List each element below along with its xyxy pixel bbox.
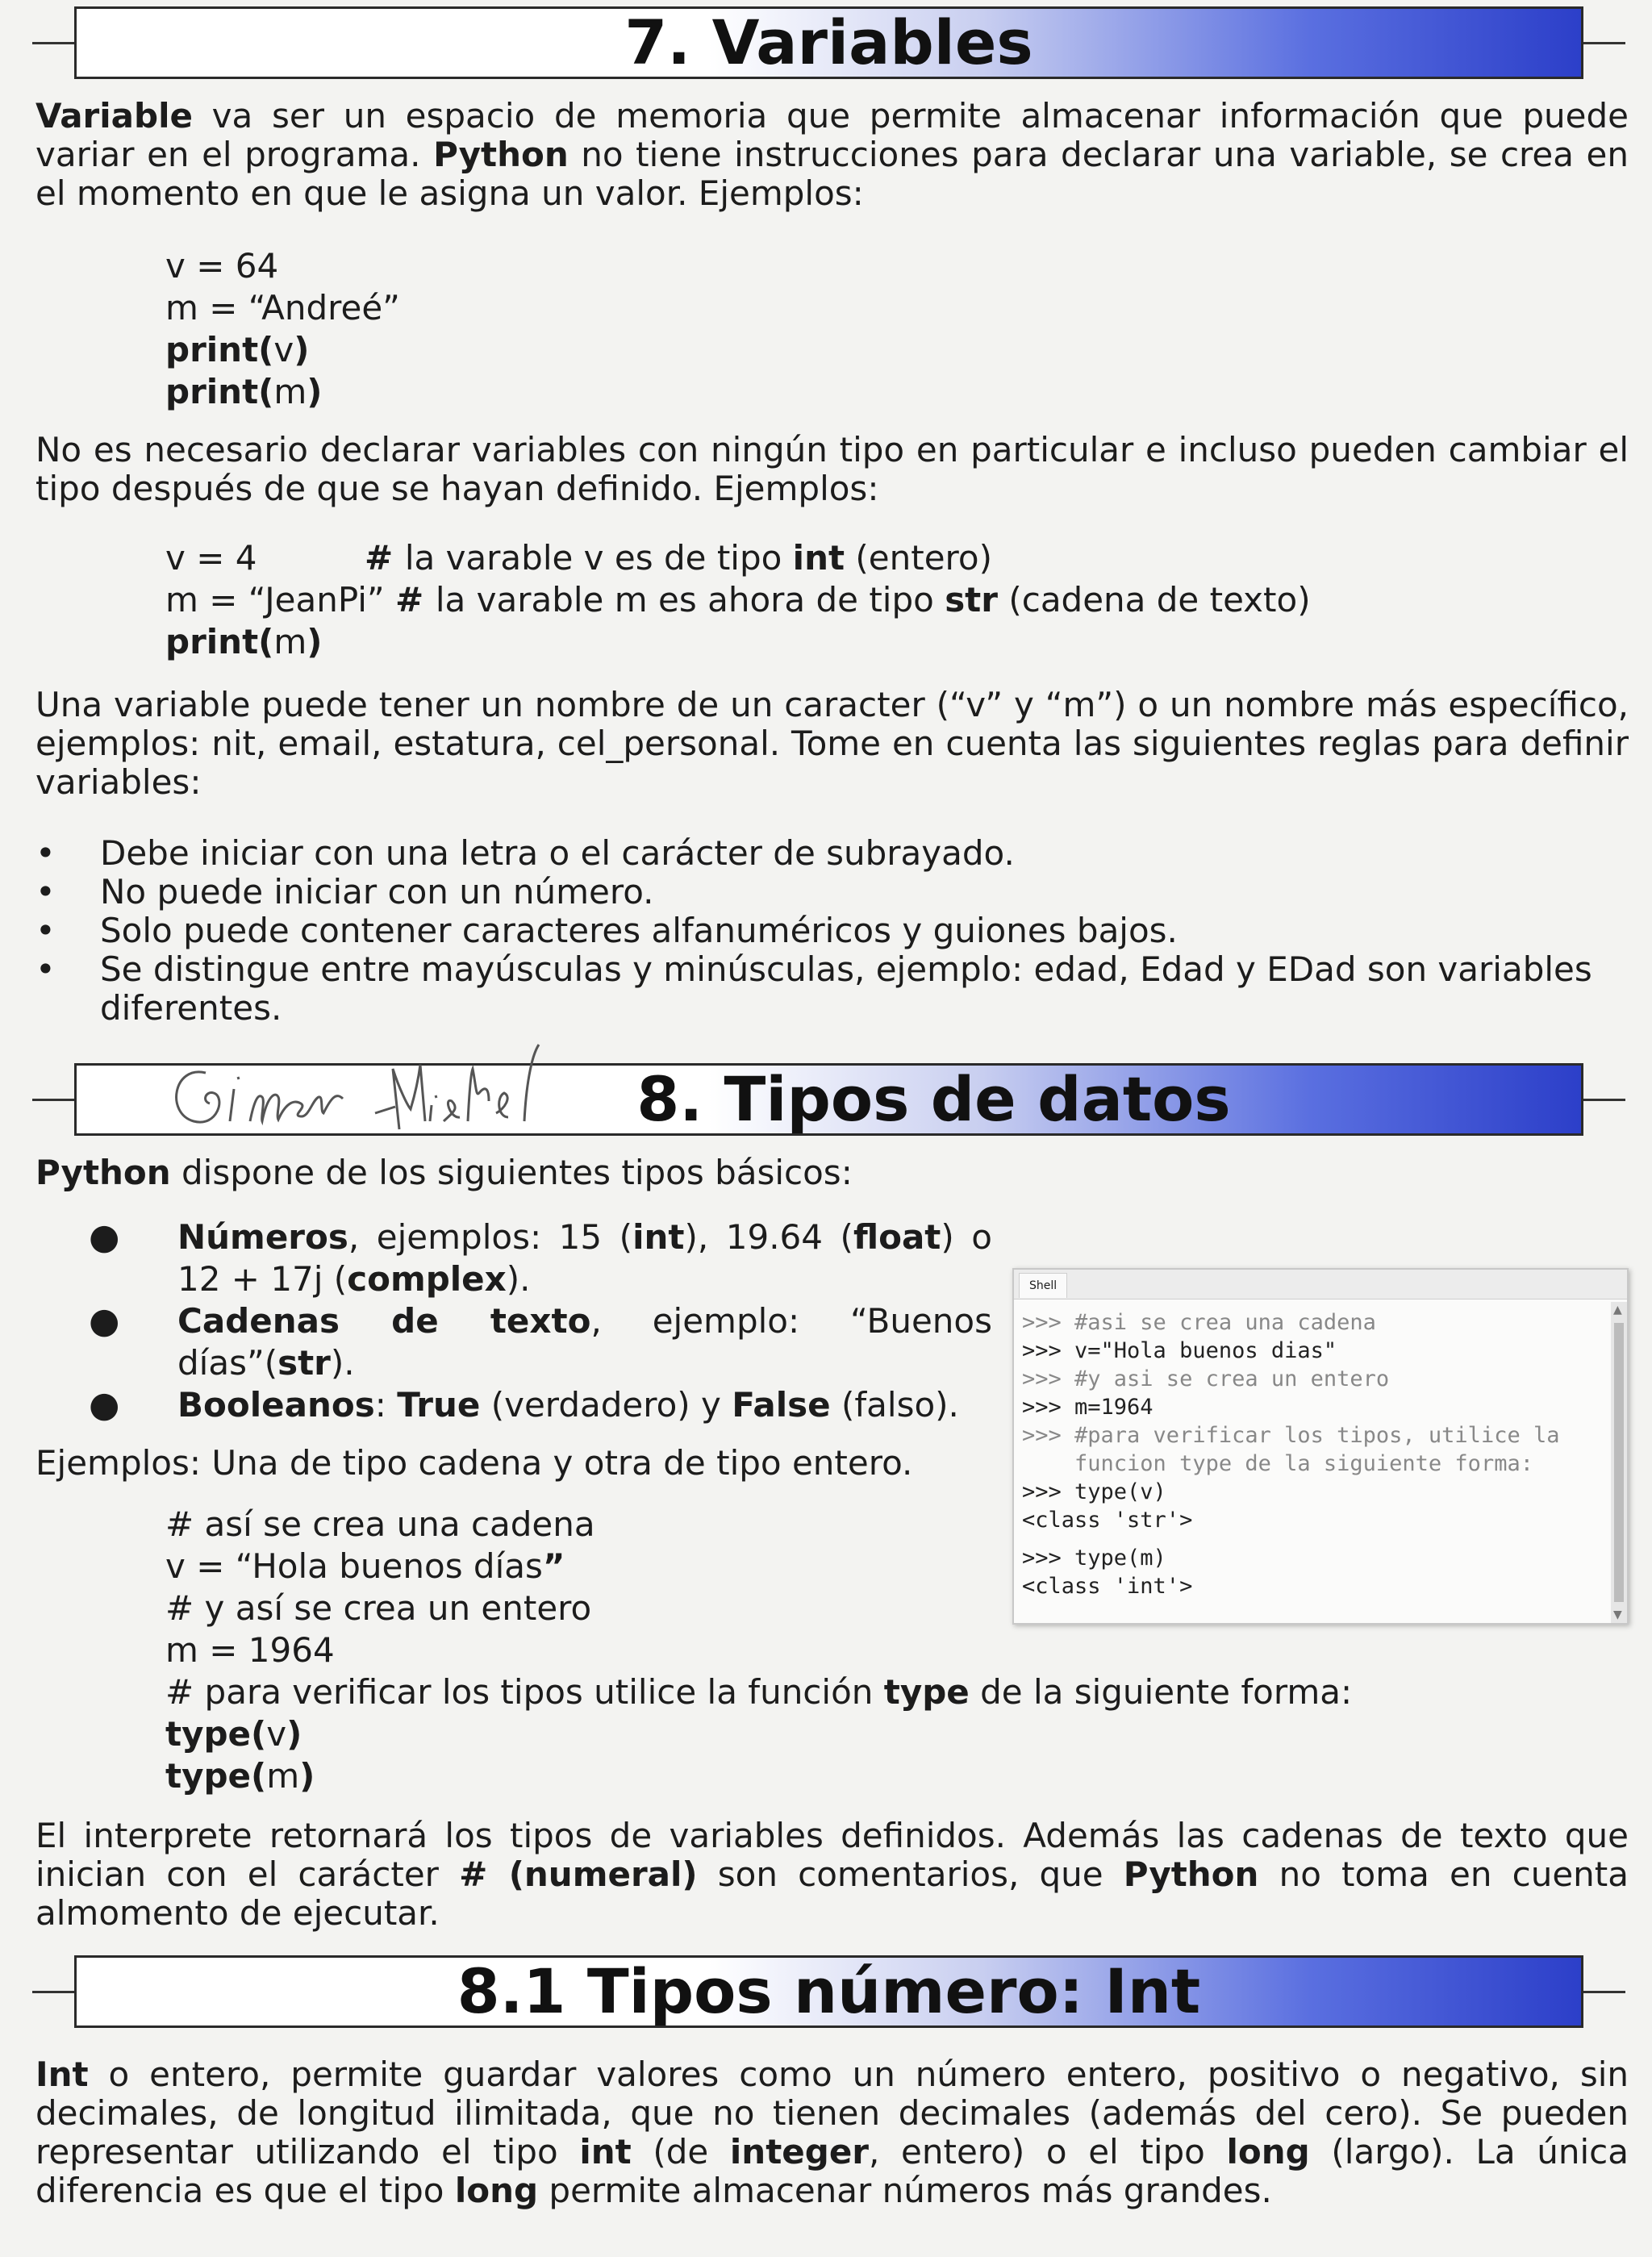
- bullet-icon: •: [35, 949, 56, 989]
- text-run: No es necesario declarar variables con ningún tipo en particular e incluso pueden cambiar el tipo después de que se hayan definido. Ejemplos:: [35, 430, 1629, 508]
- code-block: [165, 537, 1311, 663]
- code-block: [165, 245, 400, 413]
- section-7-header: [32, 6, 1625, 79]
- bullet-icon: •: [35, 833, 56, 873]
- shell-tab[interactable]: Shell: [1019, 1273, 1067, 1298]
- text-run: v: [266, 1714, 287, 1754]
- shell-line: <class 'int'>: [1022, 1574, 1193, 1599]
- text-run: str: [277, 1343, 331, 1383]
- text-run: str: [945, 580, 998, 620]
- text-run: ): [299, 1756, 315, 1796]
- code-line: [165, 1629, 1352, 1671]
- list-item-text: No puede iniciar con un número.: [100, 872, 654, 912]
- types-list: [89, 1216, 992, 1426]
- shell-line: funcion type de la siguiente forma:: [1022, 1451, 1533, 1476]
- shell-spacer: [1022, 1534, 1601, 1544]
- text-run: integer: [729, 2132, 870, 2171]
- bullet-icon: ●: [89, 1300, 120, 1341]
- text-run: va ser un espacio de memoria que permite almacenar información que puede variar en el programa.: [35, 96, 1629, 174]
- text-run: ): [294, 330, 310, 369]
- text-run: m: [273, 372, 307, 411]
- text-run: int: [632, 1217, 685, 1257]
- shell-line: <class 'str'>: [1022, 1508, 1193, 1533]
- shell-line: >>> #para verificar los tipos, utilice la: [1022, 1423, 1560, 1448]
- text-run: # (numeral): [459, 1854, 698, 1894]
- text-run: m = “Andreé”: [165, 288, 400, 327]
- list-item: [89, 1384, 992, 1426]
- text-run: v = 64: [165, 246, 279, 286]
- text-run: type(: [165, 1714, 267, 1754]
- text-run: (verdadero) y: [480, 1385, 732, 1425]
- text-run: , entero) o el tipo: [869, 2132, 1227, 2171]
- paragraph: [35, 2055, 1629, 2210]
- rules-list: [35, 834, 1629, 1028]
- text-run: ), 19.64 (: [684, 1217, 853, 1257]
- shell-line: >>> type(m): [1022, 1546, 1166, 1571]
- text-run: :: [374, 1385, 398, 1425]
- shell-line: >>> #asi se crea una cadena: [1022, 1310, 1376, 1335]
- text-run: Int: [35, 2055, 89, 2094]
- text-run: ).: [506, 1259, 531, 1299]
- text-run: la varable v es de tipo: [404, 538, 793, 578]
- paragraph: [35, 1154, 1629, 1192]
- section-8-1-header: [32, 1955, 1625, 2028]
- list-item: [35, 912, 1629, 950]
- text-run: Hola buenos días: [252, 1546, 543, 1586]
- bullet-icon: •: [35, 872, 56, 912]
- scroll-up-icon[interactable]: ▲: [1613, 1304, 1622, 1316]
- list-item: [35, 873, 1629, 912]
- text-run: (cadena de texto): [997, 580, 1311, 620]
- text-run: ): [286, 1714, 302, 1754]
- shell-line: >>> #y asi se crea un entero: [1022, 1366, 1390, 1391]
- shell-line: >>> m=1964: [1022, 1395, 1153, 1420]
- paragraph: [35, 431, 1629, 508]
- text-run: ): [307, 372, 323, 411]
- text-run: Números: [177, 1217, 348, 1257]
- section-title: 7. Variables: [624, 6, 1033, 78]
- shell-line: >>> v="Hola buenos dias": [1022, 1338, 1337, 1363]
- text-run: Cadenas de texto: [177, 1301, 591, 1341]
- text-run: la varable m es ahora de tipo: [435, 580, 945, 620]
- text-run: int: [792, 538, 845, 578]
- text-run: permite almacenar números más grandes.: [538, 2171, 1272, 2210]
- paragraph: [35, 97, 1629, 213]
- paragraph: [35, 686, 1629, 802]
- bullet-icon: •: [35, 911, 56, 950]
- text-run: El interprete retornará los tipos de variables definidos. Además las cadenas de texto que inician con el carácter: [35, 1816, 1629, 1894]
- text-run: long: [1226, 2132, 1310, 2171]
- text-run: Python: [1123, 1854, 1259, 1894]
- text-run: ) o 12 + 17j (: [177, 1217, 993, 1299]
- text-run: m: [266, 1756, 300, 1796]
- text-run: o entero, permite guardar valores como un número entero, positivo o negativo, sin decimales, de longitud ilimitada, que no tienen decimales (además del cero). Se pueden representar utilizando el tipo: [35, 2055, 1629, 2171]
- text-run: Variable: [35, 96, 193, 136]
- text-run: Ejemplos: Una de tipo cadena y otra de tipo entero.: [35, 1443, 913, 1483]
- code-line: [165, 371, 400, 413]
- text-run: (de: [631, 2132, 730, 2171]
- text-run: print(: [165, 372, 274, 411]
- text-run: float: [853, 1217, 941, 1257]
- text-run: no tiene instrucciones para declarar una variable, se crea en el momento en que le asigna un valor. Ejemplos:: [35, 135, 1629, 213]
- scroll-down-icon[interactable]: ▼: [1613, 1608, 1622, 1621]
- text-run: Una variable puede tener un nombre de un caracter (“v” y “m”) o un nombre más específico, ejemplos: nit, email, estatura, cel_personal. Tome en cuenta las siguientes reglas para definir variables:: [35, 685, 1629, 802]
- text-run: ).: [330, 1343, 355, 1383]
- section-title: 8. Tipos de datos: [636, 1063, 1231, 1135]
- list-item-text: Se distingue entre mayúsculas y minúsculas, ejemplo: edad, Edad y EDad son variables diferentes.: [100, 949, 1592, 1028]
- shell-titlebar: [1014, 1270, 1627, 1300]
- text-run: long: [454, 2171, 539, 2210]
- text-run: print(: [165, 330, 274, 369]
- text-run: # así se crea una cadena: [165, 1504, 595, 1544]
- code-line: [165, 1713, 1352, 1755]
- code-line: [165, 1671, 1352, 1713]
- code-line: [165, 329, 400, 371]
- bullet-icon: ●: [89, 1216, 120, 1258]
- text-run: False: [732, 1385, 831, 1425]
- list-item: [89, 1300, 992, 1384]
- text-run: Python: [35, 1153, 171, 1192]
- scrollbar-thumb[interactable]: [1614, 1323, 1624, 1602]
- shell-scrollbar[interactable]: [1611, 1302, 1627, 1623]
- text-run: m: [273, 622, 307, 661]
- text-run: m = 1964: [165, 1630, 335, 1670]
- code-line: [165, 1755, 1352, 1797]
- text-run: (entero): [845, 538, 992, 578]
- text-run: dispone de los siguientes tipos básicos:: [170, 1153, 853, 1192]
- text-run: son comentarios, que: [697, 1854, 1124, 1894]
- text-run: complex: [347, 1259, 507, 1299]
- list-item: [35, 834, 1629, 873]
- list-item-text: Solo puede contener caracteres alfanuméricos y guiones bajos.: [100, 911, 1178, 950]
- text-run: type: [883, 1672, 970, 1712]
- text-run: # y así se crea un entero: [165, 1588, 592, 1628]
- list-item-text: Debe iniciar con una letra o el carácter de subrayado.: [100, 833, 1015, 873]
- handwritten-signature: [157, 1000, 577, 1145]
- text-run: “: [235, 1546, 252, 1586]
- text-run: v =: [165, 1546, 236, 1586]
- text-run: , ejemplo: “Buenos días”(: [177, 1301, 992, 1383]
- text-run: ): [307, 622, 323, 661]
- text-run: , ejemplos: 15 (: [348, 1217, 633, 1257]
- code-line: [165, 287, 400, 329]
- code-line: [165, 245, 400, 287]
- text-run: type(: [165, 1756, 267, 1796]
- text-run: v: [273, 330, 294, 369]
- text-run: v = 4: [165, 538, 365, 578]
- paragraph: [35, 1444, 1003, 1483]
- text-run: m = “JeanPi”: [165, 580, 396, 620]
- paragraph: [35, 1817, 1629, 1933]
- text-run: #: [395, 580, 436, 620]
- text-run: #: [364, 538, 405, 578]
- bullet-icon: ●: [89, 1384, 120, 1425]
- text-run: (largo). La única diferencia es que el tipo: [35, 2132, 1629, 2210]
- code-line: [165, 537, 1311, 579]
- text-run: no toma en cuenta almomento de ejecutar.: [35, 1854, 1629, 1933]
- text-run: print(: [165, 622, 274, 661]
- shell-line: >>> type(v): [1022, 1479, 1166, 1504]
- section-title: 8.1 Tipos número: Int: [457, 1955, 1201, 2027]
- text-run: ”: [542, 1546, 565, 1586]
- code-line: [165, 579, 1311, 621]
- shell-output[interactable]: [1014, 1302, 1609, 1623]
- list-item: [89, 1216, 992, 1300]
- text-run: Python: [433, 135, 569, 174]
- text-run: int: [579, 2132, 632, 2171]
- text-run: (falso).: [830, 1385, 959, 1425]
- text-run: Booleanos: [177, 1385, 375, 1425]
- text-run: de la siguiente forma:: [969, 1672, 1353, 1712]
- text-run: # para verificar los tipos utilice la función: [165, 1672, 884, 1712]
- shell-window: [1012, 1268, 1629, 1625]
- code-line: [165, 621, 1311, 663]
- text-run: True: [397, 1385, 481, 1425]
